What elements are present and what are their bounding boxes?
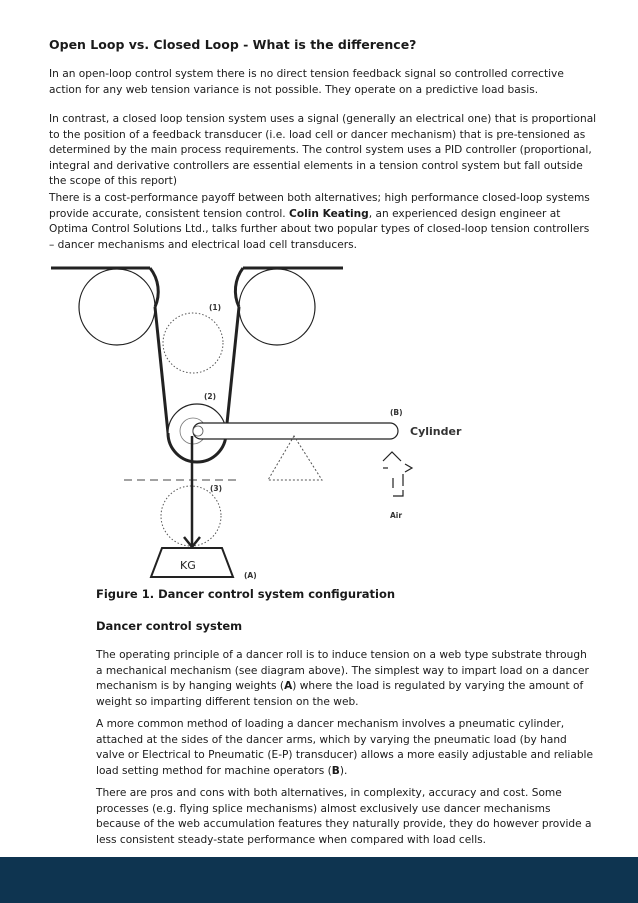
- web-down-right: [226, 307, 239, 433]
- label-cylinder: Cylinder: [410, 425, 462, 438]
- dancer-diagram: [0, 250, 638, 590]
- air-chevron: [383, 452, 401, 461]
- paragraph-text: , an experienced design engineer at Optima Control Solutions Ltd., talks further about two popular types of closed-loop tension controllers – dancer mechanisms and electrical load cell transducers.: [49, 207, 590, 251]
- paragraph-cost-performance: [49, 191, 597, 253]
- paragraph-text: There is a cost-performance payoff between both alternatives; high performance closed-loop systems provide accurate, consistent tension control.: [49, 192, 590, 220]
- label-weight: KG: [180, 559, 196, 572]
- section-title-dancer: Dancer control system: [96, 619, 243, 633]
- label-position-3: (3): [210, 484, 223, 493]
- paragraph-dancer-principle: [96, 648, 596, 710]
- paragraph-open-loop: In an open-loop control system there is no direct tension feedback signal so controlled corrective action for any web tension variance is not possible. They operate on a predictive load basis.: [49, 68, 564, 96]
- figure-caption: Figure 1. Dancer control system configuration: [96, 587, 396, 601]
- ref-a: A: [284, 680, 293, 693]
- left-roller: [79, 269, 155, 345]
- paragraph-text: ).: [339, 764, 348, 777]
- footer-band: [0, 857, 638, 903]
- paragraph-text: A more common method of loading a dancer mechanism involves a pneumatic cylinder, attached at the sides of the dancer arms, which by varying the pneumatic load (by hand valve or Electrical to Pneumatic (E-P) transducer) allows a more easily adjustable and reliable load setting method for machine operators (: [96, 718, 594, 777]
- pivot-triangle: [268, 436, 322, 480]
- ref-b: B: [331, 764, 340, 777]
- air-tick-right: [405, 464, 412, 472]
- dancer-position-1: [163, 313, 223, 373]
- label-weight-a: (A): [244, 571, 257, 580]
- web-down-left: [155, 307, 168, 433]
- paragraph-pneumatic: [96, 717, 596, 779]
- page-heading: Open Loop vs. Closed Loop - What is the difference?: [49, 37, 417, 52]
- author-name: Colin Keating: [289, 207, 369, 220]
- label-cylinder-b: (B): [390, 408, 403, 417]
- paragraph-text: ) where the load is regulated by varying the amount of weight so imparting different tension on the web.: [96, 680, 584, 708]
- label-position-2: (2): [204, 392, 217, 401]
- air-base: [393, 490, 403, 496]
- paragraph-closed-loop: In contrast, a closed loop tension system uses a signal (generally an electrical one) that is proportional to the position of a feedback transducer (i.e. load cell or dancer mechanism) that is pre-tensioned as determined by the main process requirements. The control system uses a PID controller (proportional, integral and derivative controllers are essential elements in a tension control system but fall outside the scope of this report): [49, 113, 597, 188]
- label-position-1: (1): [209, 303, 222, 312]
- paragraph-text: The operating principle of a dancer roll is to induce tension on a web type substrate through a mechanical mechanism (see diagram above). The simplest way to impart load on a dancer mechanism is by hanging weights (: [96, 649, 589, 693]
- arm-pivot: [193, 426, 203, 436]
- label-air: Air: [390, 511, 403, 520]
- right-roller: [239, 269, 315, 345]
- dancer-arm: [193, 423, 398, 439]
- paragraph-pros-cons: There are pros and cons with both alternatives, in complexity, accuracy and cost. Some processes (e.g. flying splice mechanisms) almost exclusively use dancer mechanisms because of the web accumulation features they naturally provide, they do however provide a less consistent steady-state performance when compared with load cells.: [96, 787, 592, 846]
